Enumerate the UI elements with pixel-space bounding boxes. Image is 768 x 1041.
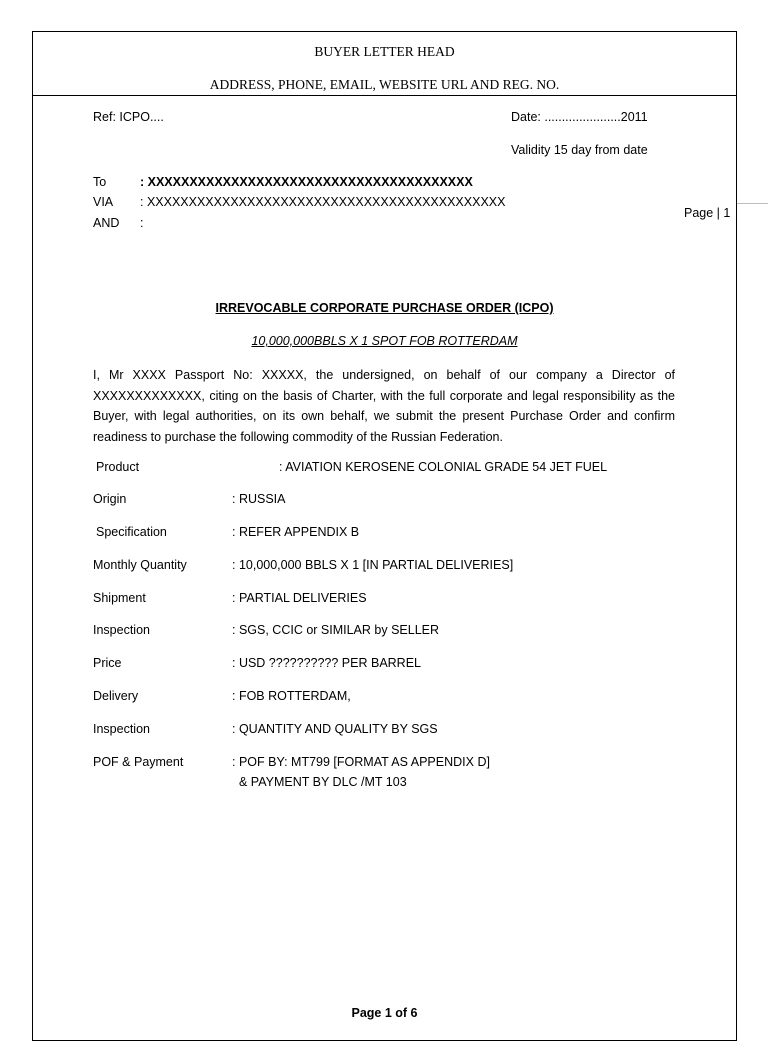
term-value-product: : AVIATION KEROSENE COLONIAL GRADE 54 JET FUEL (279, 460, 608, 474)
term-value-pof-payment: : POF BY: MT799 [FORMAT AS APPENDIX D] (232, 755, 490, 769)
term-label-monthly-quantity: Monthly Quantity (93, 558, 187, 572)
term-label-inspection-2: Inspection (93, 722, 150, 736)
side-page-label: Page | 1 (684, 206, 731, 220)
term-value-price: : USD ?????????? PER BARREL (232, 656, 421, 670)
document-subtitle: 10,000,000BBLS X 1 SPOT FOB ROTTERDAM (251, 334, 518, 348)
term-value-shipment: : PARTIAL DELIVERIES (232, 591, 367, 605)
term-label-inspection: Inspection (93, 623, 150, 637)
term-label-shipment: Shipment (93, 591, 146, 605)
addressee-to-value: : XXXXXXXXXXXXXXXXXXXXXXXXXXXXXXXXXXXXXXX (140, 175, 473, 189)
term-value-inspection: : SGS, CCIC or SIMILAR by SELLER (232, 623, 440, 637)
addressee-and-value: : (140, 216, 144, 230)
footer-page-number: Page 1 of 6 (351, 1006, 418, 1020)
addressee-via-label: VIA (93, 195, 114, 209)
term-value-origin: : RUSSIA (232, 492, 286, 506)
letterhead-title: BUYER LETTER HEAD (314, 44, 455, 59)
term-label-origin: Origin (93, 492, 127, 506)
term-value-specification: : REFER APPENDIX B (232, 525, 360, 539)
ref-label: Ref: ICPO.... (93, 110, 164, 124)
term-value-delivery: : FOB ROTTERDAM, (232, 689, 351, 703)
term-label-delivery: Delivery (93, 689, 139, 703)
term-value-monthly-quantity: : 10,000,000 BBLS X 1 [IN PARTIAL DELIVERIES] (232, 558, 514, 572)
validity-line: Validity 15 day from date (511, 143, 648, 157)
term-label-product: Product (96, 460, 140, 474)
addressee-and-label: AND (93, 216, 120, 230)
term-value-inspection-2: : QUANTITY AND QUALITY BY SGS (232, 722, 438, 736)
term-label-price: Price (93, 656, 122, 670)
term-value-pof-payment-line2: & PAYMENT BY DLC /MT 103 (239, 775, 407, 789)
intro-paragraph: I, Mr XXXX Passport No: XXXXX, the undersigned, on behalf of our company a Director of XXXXXXXXXXXXX, citing on the basis of Charter, with the full corporate and legal responsibility as the Buyer, with legal authorities, on its own behalf, we submit the present Purchase Order and confirm readiness to purchase the following commodity of the Russian Federation. (93, 368, 675, 444)
date-line: Date: ......................2011 (511, 110, 648, 124)
addressee-via-value: : XXXXXXXXXXXXXXXXXXXXXXXXXXXXXXXXXXXXXXXXXXX (140, 195, 506, 209)
letterhead-subtitle: ADDRESS, PHONE, EMAIL, WEBSITE URL AND REG. NO. (209, 77, 560, 92)
term-label-specification: Specification (96, 525, 167, 539)
side-page-rule (737, 203, 768, 204)
addressee-to-label: To (93, 175, 107, 189)
letterhead-divider (32, 95, 737, 96)
term-label-pof-payment: POF & Payment (93, 755, 184, 769)
document-title: IRREVOCABLE CORPORATE PURCHASE ORDER (ICPO) (215, 301, 554, 315)
